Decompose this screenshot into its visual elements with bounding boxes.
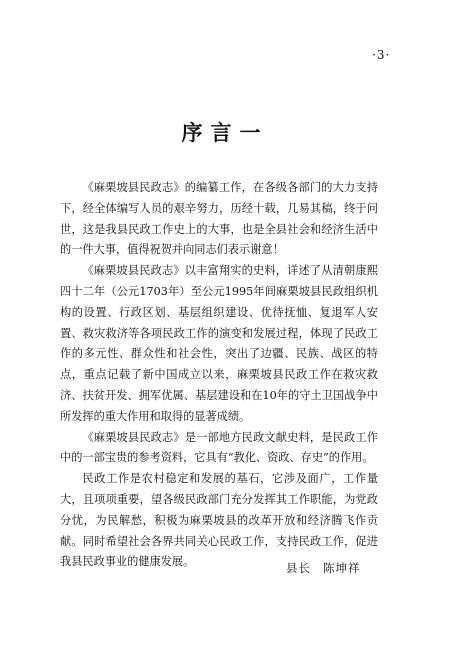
page-number: ·3· (372, 48, 391, 62)
page-title: 序言一 (181, 120, 269, 145)
paragraph: 《麻栗坡县民政志》的编纂工作，在各级各部门的大力支持下，经全体编写人员的艰辛努力，历经十载，几易其稿，终于问世，这是我县民政工作史上的大事，也是全县社会和经济生活中的一件大事，值得祝贺并向同志们表示谢意！ (60, 181, 378, 257)
paragraph: 民政工作是农村稳定和发展的基石，它涉及面广，工作量大，且项项重要，望各级民政部门充分发挥其工作职能，为党政分忧，为民解愁，积极为麻栗坡县的改革开放和经济腾飞作贡献。同时希望社会各界共同关心民政工作，支持民政工作，促进我县民政事业的健康发展。 (60, 472, 378, 569)
signature-name: 陈坤祥 (323, 561, 361, 575)
signature-role: 县长 (286, 561, 311, 575)
paragraph: 《麻栗坡县民政志》是一部地方民政文献史料，是民政工作中的一部宝贵的参考资料，它具有“教化、资政、存史”的作用。 (60, 430, 378, 465)
signature (286, 560, 361, 576)
preface-body (60, 178, 378, 573)
paragraph: 《麻栗坡县民政志》以丰富翔实的史料，详述了从清朝康熙四十二年（公元1703年）至公元1995年间麻栗坡县民政组织机构的设置、行政区划、基层组织建设、优待抚恤、复退军人安置、救灾救济等各项民政工作的演变和发展过程，体现了民政工作的多元性、群众性和社会性，突出了边疆、民族、战区的特点，重点记载了新中国成立以来，麻栗坡县民政工作在救灾救济、扶贫开发、拥军优属、基层建设和在10年的守土卫国战争中所发挥的重大作用和取得的显著成绩。 (60, 264, 378, 423)
